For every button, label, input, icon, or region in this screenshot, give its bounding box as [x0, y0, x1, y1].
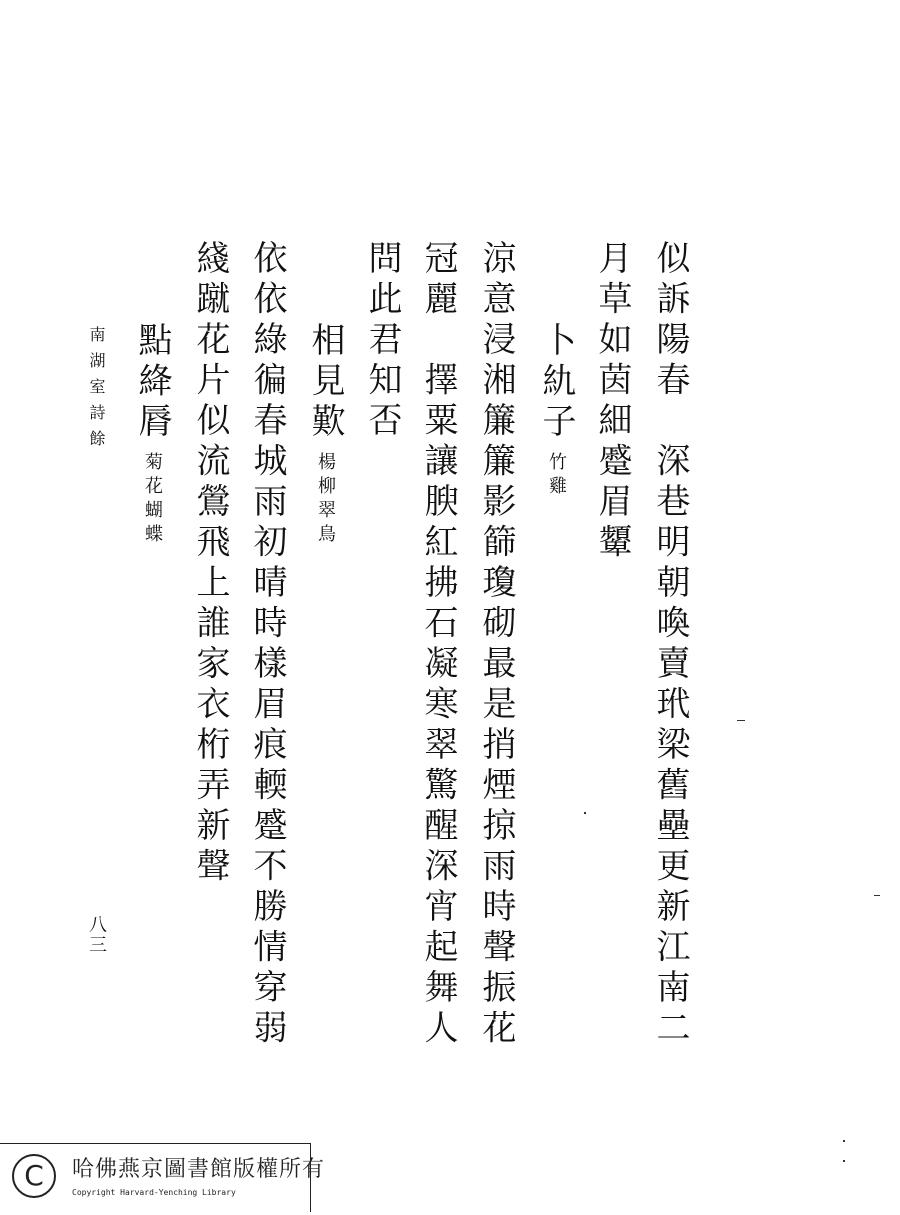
column-text: 冠麗 擇粟讓腴紅拂石凝寒翠驚醒深宵起舞人	[418, 240, 458, 1050]
ci-title: 相見歎	[305, 322, 345, 444]
margin-book-title: 南湖室詩餘	[87, 326, 106, 456]
text-column-4	[476, 240, 516, 1050]
column-text: 依依綠徧春城雨初晴時樣眉痕輭蹙不勝情穿弱	[247, 240, 287, 1050]
column-text: 綫蹴花片似流鶯飛上誰家衣桁弄新聲	[190, 240, 230, 888]
text-column-10-heading	[132, 322, 172, 548]
text-column-1	[650, 240, 690, 1050]
scan-speck	[874, 895, 880, 896]
column-text: 似訴陽春 深巷明朝喚賣玳梁舊壘更新江南二	[650, 240, 690, 1050]
text-column-5	[418, 240, 458, 1050]
copyright-symbol-icon: C	[12, 1154, 56, 1198]
ci-subtitle-note: 竹雞	[546, 451, 567, 500]
text-column-8	[247, 240, 287, 1050]
scan-speck	[843, 1140, 845, 1142]
ci-title: 卜䊵子	[536, 322, 576, 444]
column-text: 月草如茵細蹙眉顰	[592, 240, 632, 564]
copyright-english: Copyright Harvard-Yenching Library	[72, 1188, 236, 1197]
text-column-3-heading	[536, 322, 576, 500]
ci-title: 點絳脣	[132, 322, 172, 444]
text-column-2	[592, 240, 632, 564]
scan-speck	[737, 720, 745, 721]
ci-subtitle-note: 菊花蝴蝶	[142, 451, 163, 548]
page-number: 八三	[86, 915, 107, 955]
scan-speck	[843, 1160, 845, 1162]
scan-speck	[584, 812, 586, 814]
column-text: 問此君知否	[362, 240, 402, 443]
copyright-stamp	[0, 1143, 326, 1212]
text-column-6	[362, 240, 402, 443]
text-column-9	[190, 240, 230, 888]
text-column-7-heading	[305, 322, 345, 548]
copyright-chinese: 哈佛燕京圖書館版權所有	[72, 1157, 326, 1182]
ci-subtitle-note: 楊柳翠鳥	[315, 451, 336, 548]
column-text: 涼意浸湘簾簾影篩瓊砌最是捎煙掠雨時聲振花	[476, 240, 516, 1050]
